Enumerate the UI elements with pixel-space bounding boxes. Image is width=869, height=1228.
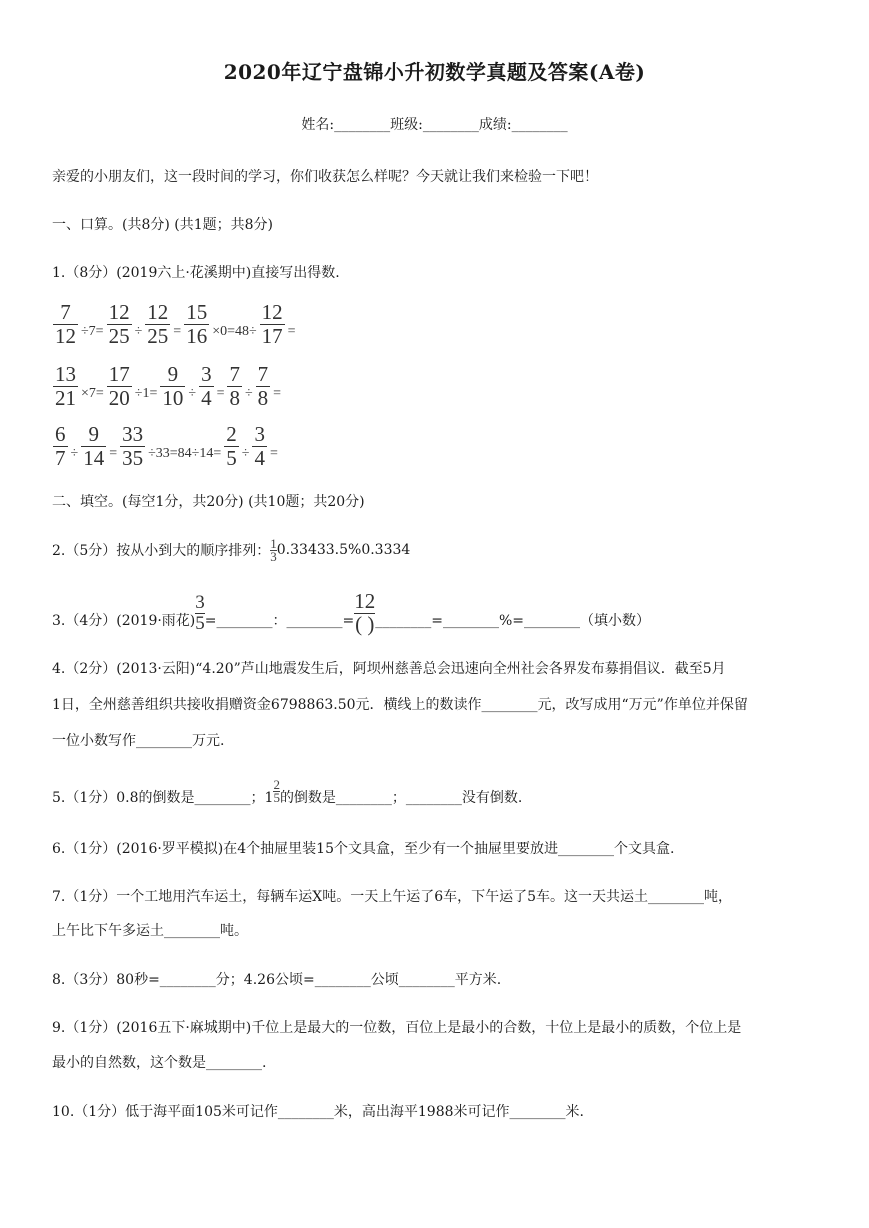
denominator: 8 (257, 386, 269, 410)
denominator: 5 (195, 612, 205, 634)
denominator: 17 (261, 324, 283, 348)
fraction (53, 424, 68, 469)
denominator: 7 (55, 446, 66, 470)
fraction (195, 591, 205, 634)
question-1: 1.（8分）(2019六上·花溪期中)直接写出得数. (52, 265, 340, 281)
calc-row-2 (52, 364, 283, 409)
operator-text: = (109, 445, 118, 461)
denominator: 16 (186, 324, 208, 348)
fraction (260, 302, 285, 347)
operator-text: ÷ (70, 445, 79, 461)
numerator: 9 (88, 422, 99, 446)
denominator: ( ) (355, 611, 375, 636)
page-title: 2020年辽宁盘锦小升初数学真题及答案(A卷) (223, 60, 646, 84)
question-text: =________：________= (204, 613, 355, 630)
numerator: 7 (257, 362, 269, 386)
numerator: 3 (201, 362, 212, 386)
denominator: 20 (108, 386, 130, 410)
operator-text: = (287, 323, 296, 339)
fraction (53, 302, 78, 347)
numerator: 12 (354, 589, 376, 613)
operator-text: = (216, 385, 225, 401)
numerator: 7 (229, 362, 240, 386)
calc-row-1 (52, 302, 298, 347)
numerator: 13 (55, 362, 76, 386)
fraction (53, 364, 78, 409)
numerator: 6 (55, 422, 66, 446)
question-text: 2.（5分）按从小到大的顺序排列： (52, 543, 271, 560)
numerator: 3 (254, 422, 265, 446)
denominator: 14 (83, 446, 105, 470)
operator-text: ×0=48÷ (212, 323, 257, 339)
question-3 (52, 589, 651, 636)
denominator: 25 (108, 324, 130, 348)
section2-heading: 二、填空。(每空1分，共20分) (共10题；共20分) (52, 494, 365, 510)
operator-text: ÷33=84÷14= (148, 445, 222, 461)
operator-text: ÷ (188, 385, 197, 401)
fraction (145, 302, 170, 347)
question-9-line-2: 最小的自然数，这个数是________. (52, 1055, 267, 1071)
fraction (107, 302, 132, 347)
denominator: 5 (226, 446, 237, 470)
section1-heading: 一、口算。(共8分) (共1题；共8分) (52, 217, 274, 233)
numerator: 12 (261, 300, 283, 324)
question-text: 5.（1分）0.8的倒数是________；1 (52, 790, 274, 806)
fraction (227, 364, 242, 409)
denominator: 8 (229, 386, 240, 410)
numerator: 15 (186, 300, 208, 324)
denominator: 12 (55, 324, 76, 348)
numerator: 2 (273, 776, 280, 792)
operator-text: ÷ (244, 385, 253, 401)
question-4-line-1: 4.（2分）(2013·云阳)“4.20”芦山地震发生后，阿坝州慈善总会迅速向全州社会各界发布募捐倡议．截至5月 (52, 661, 726, 677)
fraction (120, 424, 145, 469)
question-10: 10.（1分）低于海平面105米可记作________米，高出海平1988米可记作________米. (52, 1104, 584, 1120)
calc-row-3 (52, 424, 280, 469)
denominator: 10 (162, 386, 184, 410)
denominator: 21 (55, 386, 76, 410)
question-text: 0.33433.5%0.3334 (276, 542, 411, 559)
fraction (252, 424, 267, 469)
numerator: 12 (108, 300, 130, 324)
numerator: 9 (167, 362, 179, 386)
operator-text: ÷7= (81, 323, 104, 339)
denominator: 3 (270, 548, 277, 564)
numerator: 7 (60, 300, 71, 324)
question-text: ________=________%=________（填小数） (375, 613, 651, 630)
denominator: 35 (122, 446, 144, 470)
question-text: 的倒数是________；________没有倒数. (279, 790, 523, 806)
question-text: 3.（4分）(2019·雨花) (52, 613, 196, 630)
operator-text: ÷ (241, 445, 250, 461)
student-info-line: 姓名:________班级:________成绩:________ (301, 117, 568, 133)
question-8: 8.（3分）80秒=________分；4.26公顷=________公顷________平方米. (52, 972, 502, 988)
numerator: 17 (108, 362, 130, 386)
operator-text: ×7= (81, 385, 104, 401)
numerator: 2 (226, 422, 237, 446)
intro-text: 亲爱的小朋友们，这一段时间的学习，你们收获怎么样呢？今天就让我们来检验一下吧！ (52, 169, 598, 185)
denominator: 4 (254, 446, 265, 470)
numerator: 1 (270, 536, 277, 551)
fraction (81, 424, 106, 469)
operator-text: ÷1= (134, 385, 158, 401)
operator-text: = (273, 385, 282, 401)
question-9-line-1: 9.（1分）(2016五下·麻城期中)千位上是最大的一位数，百位上是最小的合数，十位上是最小的质数，个位上是 (52, 1020, 742, 1036)
fraction (107, 364, 132, 409)
fraction (256, 364, 271, 409)
fraction (199, 364, 214, 409)
question-7-line-1: 7.（1分）一个工地用汽车运土，每辆车运X吨。一天上午运了6车，下午运了5车。这一天共运土________吨， (52, 889, 733, 905)
denominator: 25 (147, 324, 169, 348)
denominator: 4 (201, 386, 212, 410)
question-4-line-3: 一位小数写作________万元. (52, 733, 225, 749)
question-4-line-2: 1日，全州慈善组织共接收捐赠资金6798863.50元．横线上的数读作________元，改写成用“万元”作单位并保留 (52, 697, 748, 713)
fraction (184, 302, 209, 347)
denominator: 5 (273, 789, 280, 805)
question-7-line-2: 上午比下午多运土________吨。 (52, 923, 248, 939)
question-6: 6.（1分）(2016·罗平模拟)在4个抽屉里装15个文具盒，至少有一个抽屉里要放进________个文具盒. (52, 841, 675, 857)
numerator: 12 (147, 300, 169, 324)
numerator: 3 (195, 591, 205, 613)
question-5 (52, 775, 522, 807)
fraction (224, 424, 239, 469)
operator-text: = (173, 323, 182, 339)
fraction (354, 589, 376, 636)
operator-text: = (269, 445, 278, 461)
fraction (160, 364, 185, 409)
question-2 (52, 538, 410, 562)
numerator: 33 (122, 422, 144, 446)
operator-text: ÷ (134, 323, 143, 339)
